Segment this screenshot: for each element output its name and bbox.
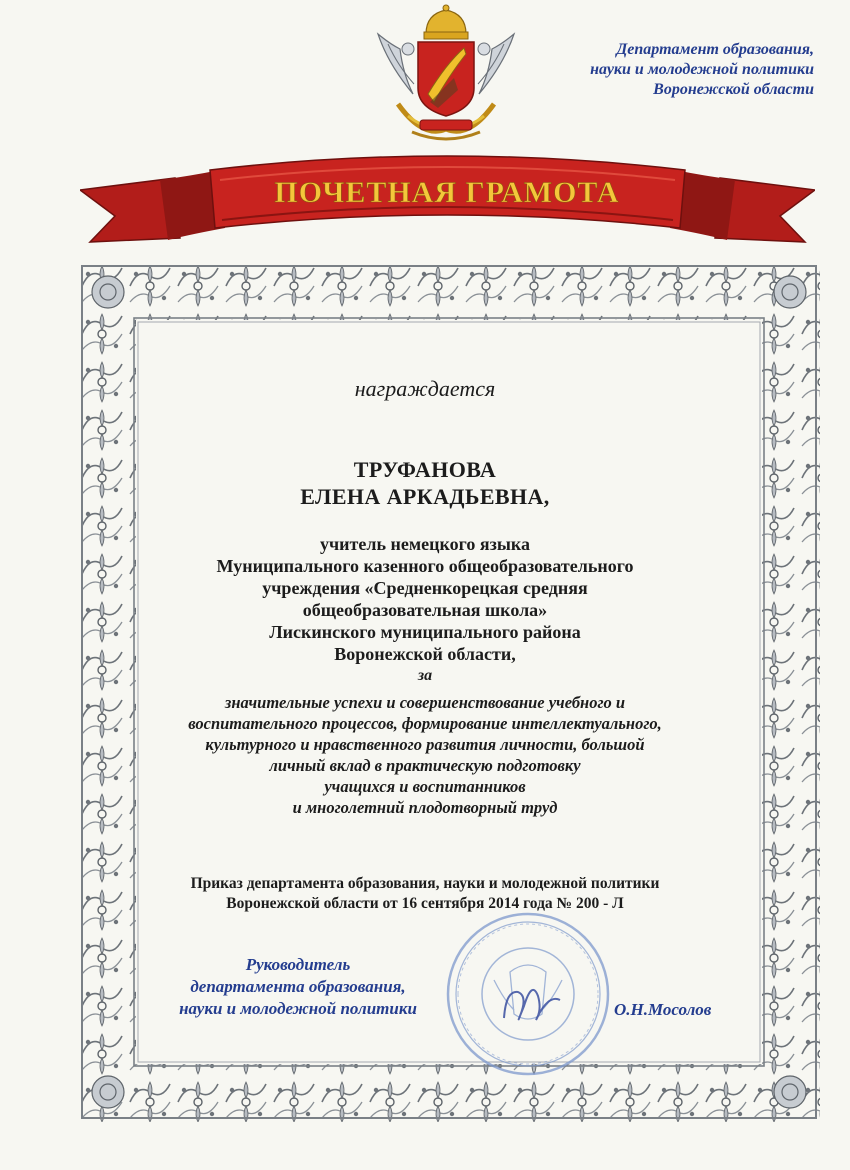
position-line: Лискинского муниципального района: [269, 622, 581, 642]
coat-of-arms-emblem: [368, 4, 524, 146]
signer-title-line: науки и молодежной политики: [179, 999, 417, 1018]
position-line: учитель немецкого языка: [320, 534, 530, 554]
official-stamp: [444, 910, 612, 1078]
recipient-given-names: ЕЛЕНА АРКАДЬЕВНА,: [300, 484, 550, 509]
achievement-line: учащихся и воспитанников: [324, 777, 526, 796]
signature-block: [148, 954, 448, 1020]
achievement-line: и многолетний плодотворный труд: [292, 798, 558, 817]
for-label: за: [417, 667, 433, 684]
achievement-line: воспитательного процессов, формирование интеллектуального,: [188, 714, 662, 733]
achievement-line: значительные успехи и совершенствование учебного и: [224, 693, 626, 712]
order-reference: [0, 874, 850, 914]
order-line: Приказ департамента образования, науки и молодежной политики: [190, 875, 660, 892]
position-line: Муниципального казенного общеобразовательного: [216, 556, 634, 576]
department-line: Департамент образования,: [616, 41, 814, 58]
awarded-label: награждается: [354, 376, 496, 401]
signer-title-line: департамента образования,: [190, 977, 406, 996]
department-line: науки и молодежной политики: [590, 61, 814, 78]
order-line: Воронежской области от 16 сентября 2014 года № 200 - Л: [226, 895, 624, 912]
recipient-position: [0, 533, 850, 687]
signer-name: О.Н.Мосолов: [614, 1000, 712, 1019]
department-line: Воронежской области: [653, 81, 814, 98]
department-header: [514, 40, 814, 100]
ribbon-title: ПОЧЕТНАЯ ГРАМОТА: [274, 176, 620, 209]
achievement-text: [0, 692, 850, 818]
position-line: учреждения «Средненкорецкая средняя: [262, 578, 588, 598]
signer-title-line: Руководитель: [245, 955, 351, 974]
recipient-surname: ТРУФАНОВА: [353, 457, 497, 482]
achievement-line: культурного и нравственного развития личности, большой: [205, 735, 645, 754]
title-ribbon: [80, 150, 815, 260]
achievement-line: личный вклад в практическую подготовку: [269, 756, 581, 775]
recipient-name: [0, 456, 850, 510]
position-line: Воронежской области,: [334, 644, 516, 664]
position-line: общеобразовательная школа»: [302, 600, 548, 620]
